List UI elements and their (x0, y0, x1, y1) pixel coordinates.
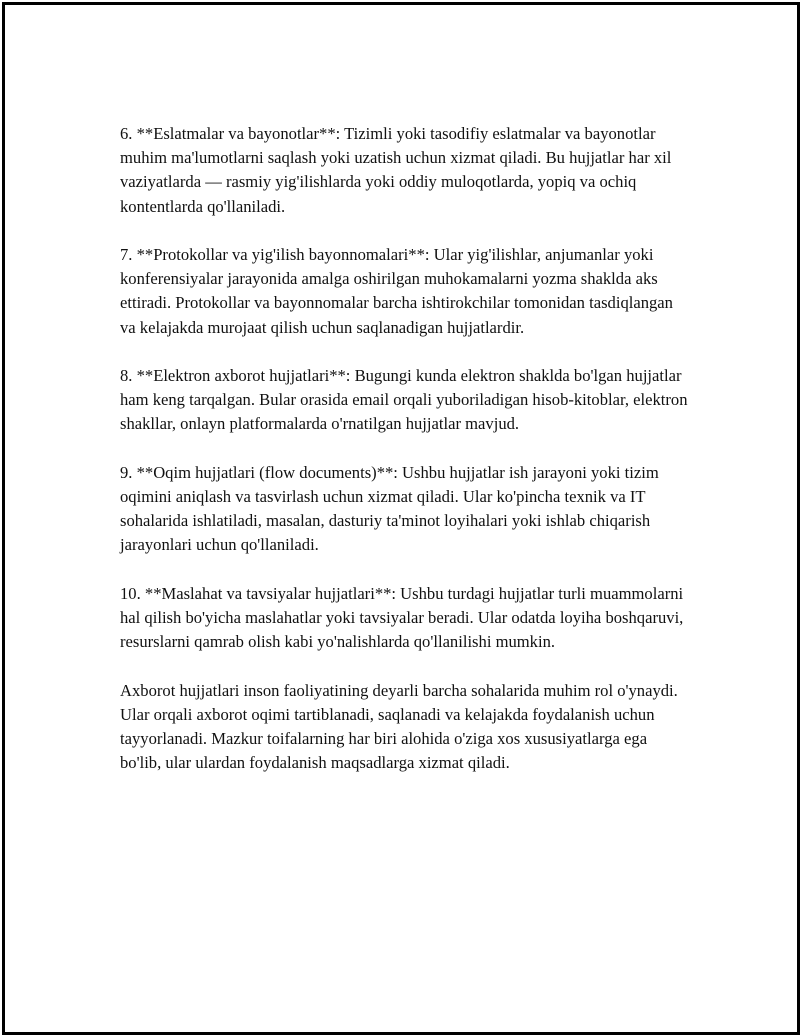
page-frame (2, 2, 800, 1035)
paragraph-item-8: 8. **Elektron axborot hujjatlari**: Bugungi kunda elektron shaklda bo'lgan hujjatlar ham keng tarqalgan. Bular orasida email orqali yuboriladigan hisob-kitoblar, elektron shakllar, onlayn platformalarda o'rnatilgan hujjatlar mavjud. (120, 366, 688, 434)
paragraph-item-9: 9. **Oqim hujjatlari (flow documents)**: Ushbu hujjatlar ish jarayoni yoki tizim oqimini aniqlash va tasvirlash uchun xizmat qiladi. Ular ko'pincha texnik va IT sohalarida ishlatiladi, masalan, dasturiy ta'minot loyihalari yoki ishlab chiqarish jarayonlari uchun qo'llaniladi. (120, 462, 659, 555)
paragraph-conclusion: Axborot hujjatlari inson faoliyatining deyarli barcha sohalarida muhim rol o'ynaydi. Ular orqali axborot oqimi tartiblanadi, saqlanadi va kelajakda foydalanish uchun tayyorlanadi. Mazkur toifalarning har biri alohida o'ziga xos xususiyatlarga ega bo'lib, ular ulardan foydalanish maqsadlarga xizmat qiladi. (120, 680, 678, 773)
paragraph-item-6: 6. **Eslatmalar va bayonotlar**: Tizimli yoki tasodifiy eslatmalar va bayonotlar muhim ma'lumotlarni saqlash yoki uzatish uchun xizmat qiladi. Bu hujjatlar har xil vaziyatlarda — rasmiy yig'ilishlarda yoki oddiy muloqotlarda, yopiq va ochiq kontentlarda qo'llaniladi. (120, 124, 672, 216)
paragraph-item-7: 7. **Protokollar va yig'ilish bayonnomalari**: Ular yig'ilishlar, anjumanlar yoki konferensiyalar jarayonida amalga oshirilgan muhokamalarni yozma shaklda aks ettiradi. Protokollar va bayonnomalar barcha ishtirokchilar tomonidan tasdiqlangan va kelajakda murojaat qilish uchun saqlanadigan hujjatlardir. (120, 245, 673, 337)
document-body (120, 122, 690, 800)
paragraph-item-10: 10. **Maslahat va tavsiyalar hujjatlari**: Ushbu turdagi hujjatlar turli muammolarni hal qilish bo'yicha maslahatlar yoki tavsiyalar beradi. Ular odatda loyiha boshqaruvi, resurslarni qamrab olish kabi yo'nalishlarda qo'llanilishi mumkin. (120, 583, 684, 652)
